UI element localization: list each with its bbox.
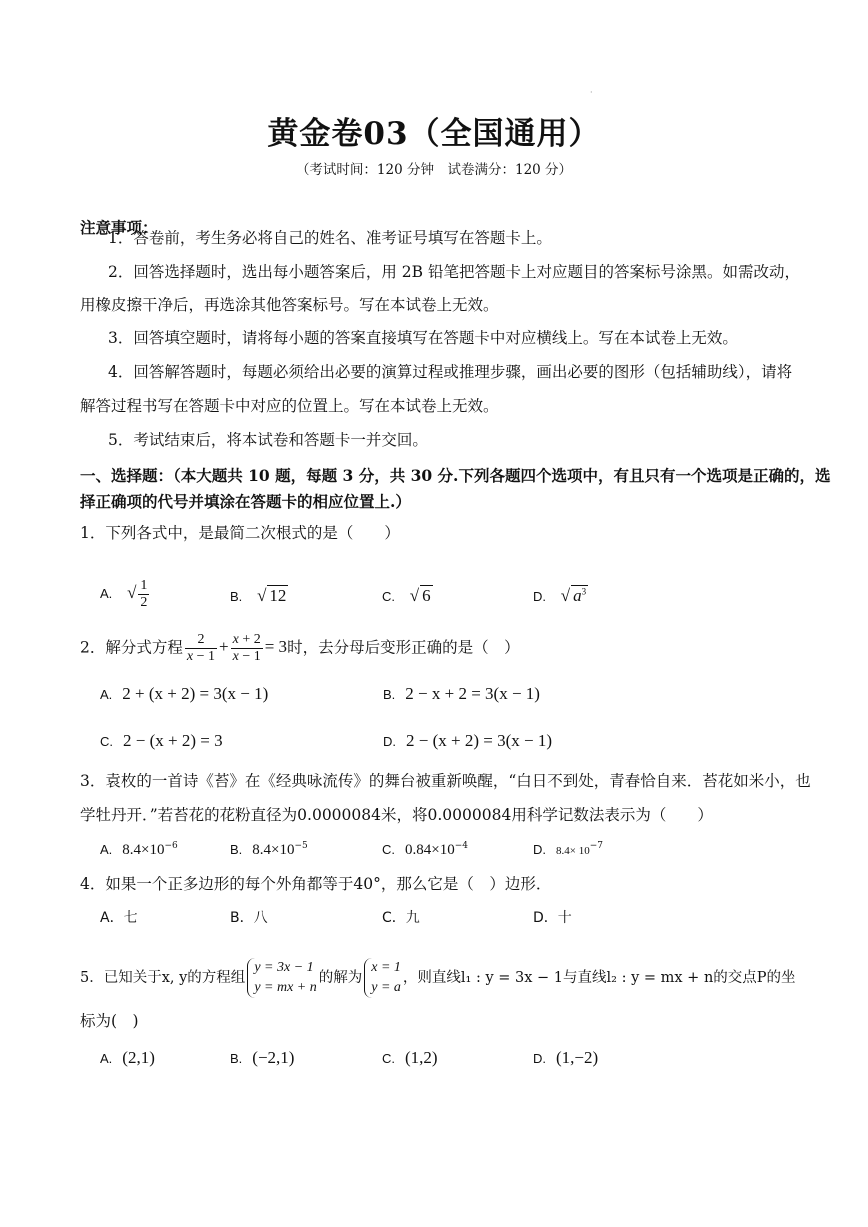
q5-sys1-eq2: y = mx + n xyxy=(254,980,317,995)
q3-label-a: A. xyxy=(100,842,113,857)
q1-label-a: A. xyxy=(100,586,113,602)
q2-stem xyxy=(80,632,792,665)
q5-sys2-eq2: y = a xyxy=(371,980,401,995)
q2-label-c: C. xyxy=(100,734,113,749)
q5-sys1-eq1: y = 3x − 1 xyxy=(254,960,314,975)
q1-label-c: C. xyxy=(382,589,395,604)
q2-d-text: 2 − (x + 2) = 3(x − 1) xyxy=(406,731,552,750)
q3-label-c: C. xyxy=(382,842,395,857)
q5-b-text: (−2,1) xyxy=(252,1048,295,1067)
q4-option-a: A．七 xyxy=(100,910,138,926)
notice-1: 1．答卷前，考生务必将自己的姓名、准考证号填写在答题卡上。 xyxy=(108,229,552,247)
q1-stem: 1．下列各式中，是最简二次根式的是（ ） xyxy=(80,524,400,542)
q5-stem-pre: 5．已知关于x, y的方程组 xyxy=(80,970,246,986)
q5-stem-mid: 的解为 xyxy=(318,970,363,986)
q3-b-base: 8.4×10 xyxy=(252,842,295,858)
q5-stem-post: ，则直线l₁ : y = 3x − 1与直线l₂ : y = mx + n的交点P的坐 xyxy=(402,970,796,986)
page-mark: · xyxy=(590,88,593,97)
q2-a-text: 2 + (x + 2) = 3(x − 1) xyxy=(122,684,269,703)
section-heading-1: 一、选择题：（本大题共 10 题，每题 3 分，共 30 分.下列各题四个选项中，有且只有一个选项是正确的，选 xyxy=(80,466,831,485)
q2-b-text: 2 − x + 2 = 3(x − 1) xyxy=(405,684,540,703)
exam-title: 黄金卷03（全国通用） xyxy=(267,116,601,152)
q5-option-a xyxy=(100,1048,155,1068)
q1-c-value: 6 xyxy=(422,586,431,605)
q3-line2: 学牡丹开．”若苔花的花粉直径为0.0000084米，将0.0000084用科学记数法表示为（ ） xyxy=(80,806,713,824)
q5-system-1 xyxy=(247,958,316,998)
notice-2: 2．回答选择题时，选出每小题答案后，用 2B 铅笔把答题卡上对应题目的答案标号涂黑。如需改动， xyxy=(108,263,800,281)
q1-b-value: 12 xyxy=(269,586,287,605)
q3-line1: 3．袁枚的一首诗《苔》在《经典咏流传》的舞台被重新唤醒，“白日不到处，青春恰自来．苔花如米小，也 xyxy=(80,772,811,790)
q3-d-base: 8.4× 10 xyxy=(556,845,590,857)
notice-4-cont: 解答过程书写在答题卡中对应的位置上。写在本试卷上无效。 xyxy=(80,397,499,415)
q1-option-b: B. √ 12 xyxy=(230,586,287,605)
q2-option-b xyxy=(383,684,540,704)
q5-label-d: D. xyxy=(533,1051,546,1066)
q3-label-d: D. xyxy=(533,842,546,857)
q5-stem xyxy=(80,958,796,998)
q3-option-b xyxy=(230,840,308,859)
notice-2-cont: 用橡皮擦干净后，再选涂其他答案标号。写在本试卷上无效。 xyxy=(80,296,499,314)
notice-5: 5．考试结束后，将本试卷和答题卡一并交回。 xyxy=(108,431,428,449)
q2-equation: $\frac{2}{x - 1}$ + $\frac{x + 2}{x - 1}$ = 3 xyxy=(186,632,288,664)
q1-option-a xyxy=(100,578,151,611)
notice-heading: 注意事项： xyxy=(80,218,158,237)
q3-option-d xyxy=(533,840,603,858)
q3-d-exp: −7 xyxy=(589,841,603,851)
q5-sys2-eq1: x = 1 xyxy=(371,960,401,975)
q5-label-a: A. xyxy=(100,1051,113,1066)
q4-stem: 4．如果一个正多边形的每个外角都等于40°，那么它是（ ）边形． xyxy=(80,875,552,893)
q5-label-b: B. xyxy=(230,1051,243,1066)
q5-a-text: (2,1) xyxy=(122,1048,155,1067)
q1-option-c: C. √ 6 xyxy=(382,586,431,605)
q2-option-d xyxy=(383,731,552,751)
q1-label-b: B. xyxy=(230,589,243,604)
q3-b-exp: −5 xyxy=(294,841,308,851)
exam-subtitle: （考试时间：120 分钟 试卷满分：120 分） xyxy=(295,162,573,178)
q3-c-base: 0.84×10 xyxy=(405,842,455,858)
q2-label-d: D. xyxy=(383,734,396,749)
q3-option-c xyxy=(382,840,468,859)
q5-option-b xyxy=(230,1048,294,1068)
q5-c-text: (1,2) xyxy=(405,1048,438,1067)
q1-d-expr: √ $a^3$ xyxy=(560,586,587,605)
q4-option-b: B．八 xyxy=(230,910,268,926)
q2-stem-pre: 2．解分式方程 xyxy=(80,638,183,657)
q2-label-a: A. xyxy=(100,687,113,702)
q3-a-base: 8.4×10 xyxy=(122,842,165,858)
q1-option-d xyxy=(533,585,588,606)
q3-option-a xyxy=(100,840,178,859)
q2-c-text: 2 − (x + 2) = 3 xyxy=(123,731,223,750)
q5-system-2 xyxy=(364,958,401,998)
q5-option-d xyxy=(533,1048,598,1068)
q5-label-c: C. xyxy=(382,1051,395,1066)
q2-option-c xyxy=(100,731,223,751)
q2-label-b: B. xyxy=(383,687,396,702)
q4-option-c: C．九 xyxy=(382,910,420,926)
q3-a-exp: −6 xyxy=(164,841,178,851)
q2-option-a xyxy=(100,684,268,704)
notice-3: 3．回答填空题时，请将每小题的答案直接填写在答题卡中对应横线上。写在本试卷上无效。 xyxy=(108,329,738,347)
q3-c-exp: −4 xyxy=(454,841,468,851)
section-heading-2: 择正确项的代号并填涂在答题卡的相应位置上.） xyxy=(80,492,411,511)
q2-stem-post: 时，去分母后变形正确的是（ ） xyxy=(287,638,520,657)
q5-d-text: (1,−2) xyxy=(556,1048,599,1067)
q3-label-b: B. xyxy=(230,842,243,857)
q4-option-d: D．十 xyxy=(533,910,572,926)
q5-option-c xyxy=(382,1048,438,1068)
q1-label-d: D. xyxy=(533,589,546,604)
q1-a-expr: √ $\frac{1}{2}$ xyxy=(127,578,148,610)
notice-4: 4．回答解答题时，每题必须给出必要的演算过程或推理步骤，画出必要的图形（包括辅助线），请将 xyxy=(108,363,793,381)
q5-line2: 标为( ) xyxy=(80,1012,139,1030)
